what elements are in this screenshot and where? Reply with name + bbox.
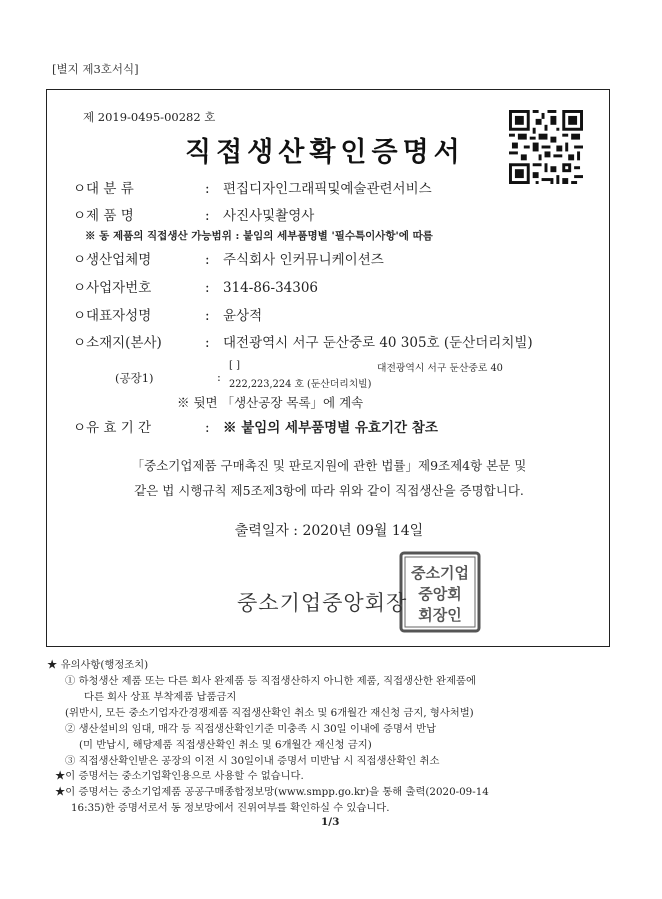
colon: : (205, 181, 210, 197)
notice-item2-line2: (미 반납시, 해당제품 직접생산확인 취소 및 6개월간 재신청 금지) (79, 739, 372, 751)
notice-star2: ★이 증명서는 중소기업확인용으로 사용할 수 없습니다. (55, 770, 304, 782)
business-number-label: ㅇ사업자번호 (73, 280, 152, 296)
certificate-title: 직접생산확인증명서 (185, 137, 465, 168)
issuer-name: 중소기업중앙회장 (237, 591, 408, 615)
colon: : (205, 252, 210, 268)
business-name-value: 주식회사 인커뮤니케이션즈 (223, 252, 384, 268)
svg-text:중앙회: 중앙회 (418, 585, 462, 603)
svg-text:회장인: 회장인 (418, 606, 462, 624)
business-number-value: 314-86-34306 (223, 280, 319, 296)
factory-bracket: [ ] (229, 360, 240, 371)
product-label: ㅇ제 품 명 (73, 208, 134, 224)
legal-text-line2: 같은 법 시행규칙 제5조제3항에 따라 위와 같이 직접생산을 증명합니다. (134, 483, 524, 498)
field-category (73, 177, 432, 197)
product-value: 사진사및촬영사 (223, 208, 315, 224)
factory-address-line2: 222,223,224 호 (둔산더리치빌) (229, 379, 372, 390)
official-seal-icon (399, 551, 481, 633)
address-value: 대전광역시 서구 둔산중로 40 305호 (둔산더리치빌) (223, 335, 533, 351)
field-validity (73, 416, 438, 436)
notice-item2-line1: ② 생산설비의 임대, 매각 등 직접생산확인기준 미충족 시 30일 이내에 증명서 반납 (65, 723, 437, 735)
colon: : (205, 280, 210, 296)
see-back-note: ※ 뒷면 「생산공장 목록」에 계속 (177, 395, 364, 410)
page-number: 1/3 (321, 816, 340, 828)
category-value: 편집디자인그래픽및예술관련서비스 (223, 181, 432, 197)
field-business-number (73, 276, 318, 296)
notice-star3-line2: 16:35)한 증명서로서 동 정보망에서 진위여부를 확인하실 수 있습니다. (71, 802, 390, 814)
ceo-label: ㅇ대표자성명 (73, 308, 152, 324)
colon: : (205, 308, 210, 324)
notice-star3-line1: ★이 증명서는 중소기업제품 공공구매종합정보망(www.smpp.go.kr)을 통해 출력(2020-09-14 (55, 786, 489, 798)
certificate-box (46, 89, 610, 647)
validity-value: ※ 붙임의 세부품명별 유효기간 참조 (223, 420, 438, 436)
colon: : (205, 208, 210, 224)
qr-code-icon (509, 110, 583, 184)
factory-label: (공장1) (115, 371, 154, 385)
category-label: ㅇ대 분 류 (73, 181, 134, 197)
notice-item1-line3: (위반시, 모든 중소기업자간경쟁제품 직접생산확인 취소 및 6개월간 재신청 금지, 형사처벌) (65, 707, 474, 719)
svg-text:중소기업: 중소기업 (411, 564, 469, 582)
field-ceo (73, 304, 262, 324)
scope-note: ※ 동 제품의 직접생산 가능범위 : 붙임의 세부품명별 '필수특이사항'에 따름 (85, 230, 433, 242)
notice-item3: ③ 직접생산확인받은 공장의 이전 시 30일이내 증명서 미반납 시 직접생산확인 취소 (65, 755, 440, 767)
registration-number: 제 2019-0495-00282 호 (83, 110, 216, 124)
notice-item1-line1: ① 하청생산 제품 또는 다른 회사 완제품 등 직접생산하지 아니한 제품, 직접생산한 완제품에 (65, 675, 476, 687)
notice-item1-line2: 다른 회사 상표 부착제품 납품금지 (84, 691, 237, 703)
field-business-name (73, 248, 384, 268)
form-number: [별지 제3호서식] (52, 62, 139, 76)
print-date: 출력일자 : 2020년 09월 14일 (234, 523, 424, 539)
field-address (73, 331, 533, 351)
ceo-value: 윤상적 (223, 308, 263, 324)
notice-heading: ★ 유의사항(행정조치) (47, 659, 149, 671)
business-name-label: ㅇ생산업체명 (73, 252, 152, 268)
legal-text-line1: 「중소기업제품 구매촉진 및 판로지원에 관한 법률」제9조제4항 본문 및 (131, 458, 527, 473)
colon: : (205, 420, 210, 436)
address-label: ㅇ소재지(본사) (73, 335, 162, 351)
factory-colon: : (217, 370, 221, 384)
validity-label: ㅇ유 효 기 간 (73, 420, 152, 436)
field-product (73, 204, 314, 224)
factory-address-line1: 대전광역시 서구 둔산중로 40 (377, 363, 503, 374)
colon: : (205, 335, 210, 351)
